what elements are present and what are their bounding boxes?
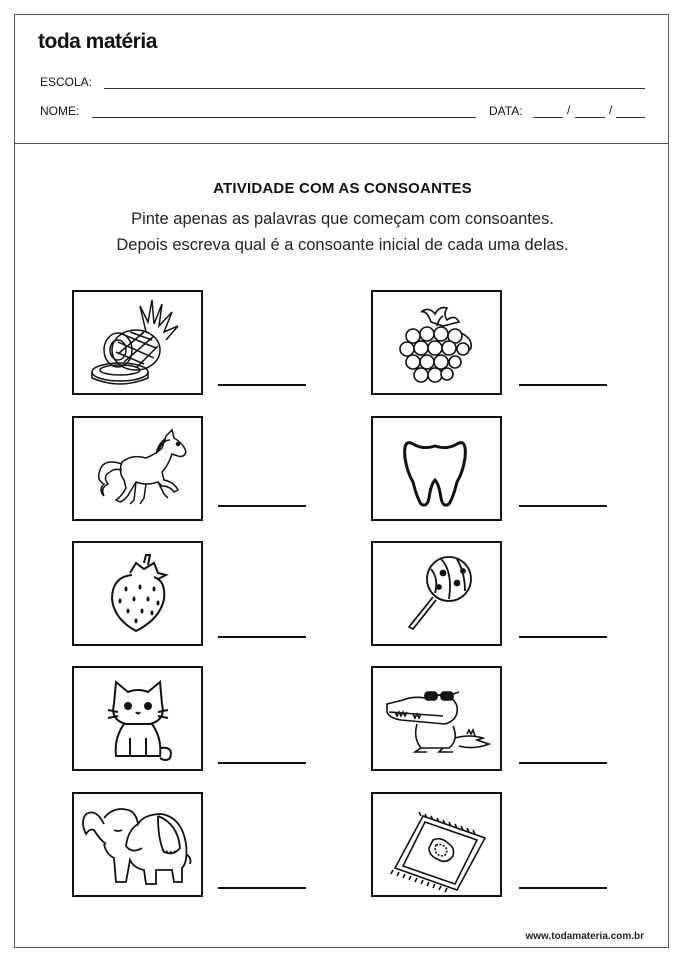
grapes-icon xyxy=(373,292,500,393)
activity-title: ATIVIDADE COM AS CONSOANTES xyxy=(213,180,472,197)
date-day-field[interactable] xyxy=(533,117,563,118)
picture-card-alligator[interactable] xyxy=(371,666,502,771)
answer-line[interactable] xyxy=(519,636,607,638)
picture-card-pineapple[interactable] xyxy=(72,290,203,395)
footer-url[interactable]: www.todamateria.com.br xyxy=(525,931,644,942)
date-month-field[interactable] xyxy=(575,117,605,118)
answer-line[interactable] xyxy=(218,636,306,638)
answer-line[interactable] xyxy=(218,384,306,386)
school-label: ESCOLA: xyxy=(40,75,93,89)
date-separator: / xyxy=(567,103,571,117)
cat-icon xyxy=(74,668,201,769)
date-year-field[interactable] xyxy=(616,117,645,118)
alligator-icon xyxy=(373,668,500,769)
pineapple-icon xyxy=(74,292,201,393)
picture-card-tooth[interactable] xyxy=(371,416,502,521)
picture-card-grapes[interactable] xyxy=(371,290,502,395)
picture-card-lollipop[interactable] xyxy=(371,541,502,646)
elephant-icon xyxy=(74,794,201,895)
name-label: NOME: xyxy=(40,104,80,118)
instruction-line-1: Pinte apenas as palavras que começam com consoantes. xyxy=(131,210,554,228)
answer-line[interactable] xyxy=(519,505,607,507)
instruction-line-2: Depois escreva qual é a consoante inicial de cada uma delas. xyxy=(116,236,569,254)
brand-logo: toda matéria xyxy=(38,30,157,53)
answer-line[interactable] xyxy=(218,887,306,889)
name-field[interactable] xyxy=(92,117,476,118)
lollipop-icon xyxy=(373,543,500,644)
school-field[interactable] xyxy=(104,88,645,89)
picture-card-cat[interactable] xyxy=(72,666,203,771)
answer-line[interactable] xyxy=(218,762,306,764)
answer-line[interactable] xyxy=(519,762,607,764)
header-divider xyxy=(14,143,669,144)
rug-icon xyxy=(373,794,500,895)
answer-line[interactable] xyxy=(218,505,306,507)
picture-card-rug[interactable] xyxy=(371,792,502,897)
answer-line[interactable] xyxy=(519,384,607,386)
picture-card-horse[interactable] xyxy=(72,416,203,521)
date-separator: / xyxy=(609,103,613,117)
horse-icon xyxy=(74,418,201,519)
picture-card-elephant[interactable] xyxy=(72,792,203,897)
tooth-icon xyxy=(373,418,500,519)
answer-line[interactable] xyxy=(519,887,607,889)
picture-card-strawberry[interactable] xyxy=(72,541,203,646)
strawberry-icon xyxy=(74,543,201,644)
date-label: DATA: xyxy=(489,104,523,118)
